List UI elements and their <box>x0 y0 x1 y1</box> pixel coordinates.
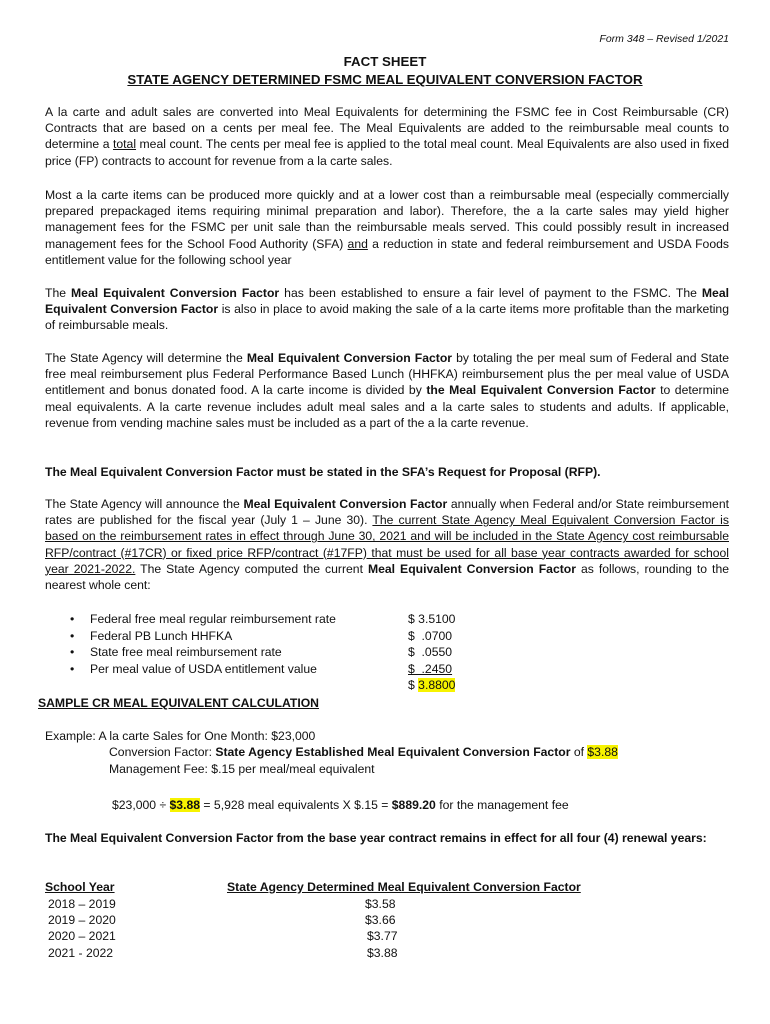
school-year: 2020 – 2021 <box>48 929 116 944</box>
rate-label: Per meal value of USDA entitlement value <box>90 661 317 676</box>
school-year: 2019 – 2020 <box>48 913 116 928</box>
conversion-factor: $3.77 <box>367 929 398 944</box>
example-sales-line: Example: A la carte Sales for One Month: $23,000 <box>45 729 316 743</box>
conversion-factor: $3.66 <box>365 913 396 928</box>
rate-item <box>70 611 470 628</box>
rate-item <box>70 644 470 661</box>
paragraph-a-la-carte: Most a la carte items can be produced more quickly and at a lower cost than a reimbursable meal (especially commercially prepared prepackaged items requiring minimal preparation and labor). Therefore, the a la carte sales may yield higher management fees for the FSMC per unit sale than the reimbursable meals served. This could possibly result in increased management fees for the School Food Authority (SFA) and a reduction in state and federal reimbursement and USDA Foods entitlement value for the following school year <box>45 188 729 267</box>
example-management-fee: Management Fee: $.15 per meal/meal equivalent <box>109 762 375 776</box>
factor-column-header: State Agency Determined Meal Equivalent Conversion Factor <box>227 880 581 894</box>
example-conversion-factor: Conversion Factor: State Agency Established Meal Equivalent Conversion Factor of $3.88 <box>109 745 618 759</box>
rate-value: $ .0550 <box>408 645 453 659</box>
example-calculation: $23,000 ÷ $3.88 = 5,928 meal equivalents X $.15 = $889.20 for the management fee <box>112 798 569 812</box>
bullet: • <box>70 645 75 659</box>
rate-label: Federal free meal regular reimbursement rate <box>90 612 336 626</box>
bullet: • <box>70 661 75 676</box>
sample-calculation-heading: SAMPLE CR MEAL EQUIVALENT CALCULATION <box>38 696 319 710</box>
school-year-list <box>48 896 116 961</box>
rate-list <box>70 611 470 694</box>
rate-label: Federal PB Lunch HHFKA <box>90 628 233 643</box>
school-year: 2018 – 2019 <box>48 897 116 911</box>
conversion-factor: $3.58 <box>365 897 396 911</box>
paragraph-renewal: The Meal Equivalent Conversion Factor from the base year contract remains in effect for all four (4) renewal years: <box>45 831 707 845</box>
rate-total-row <box>70 677 470 694</box>
rate-item <box>70 661 470 678</box>
paragraph-rfp-requirement: The Meal Equivalent Conversion Factor must be stated in the SFA’s Request for Proposal (RFP). <box>45 465 601 479</box>
paragraph-announcement: The State Agency will announce the Meal Equivalent Conversion Factor annually when Federal and/or State reimbursement rates are published for the fiscal year (July 1 – June 30). The current State Agency Meal Equivalent Conversion Factor is based on the reimbursement rates in effect through June 30, 2021 and will be included in the State Agency cost reimbursable RFP/contract (#17CR) or fixed price RFP/contract (#17FP) that must be used for all base year contracts awarded for school year 2021-2022. The State Agency computed the current Meal Equivalent Conversion Factor as follows, rounding to the nearest whole cent: <box>45 497 729 593</box>
rate-label: State free meal reimbursement rate <box>90 645 282 659</box>
paragraph-determination: The State Agency will determine the Meal Equivalent Conversion Factor by totaling the per meal sum of Federal and State free meal reimbursement plus Federal Performance Based Lunch (HHFKA) reimbursement plus the per meal value of USDA entitlement and bonus donated food. A la carte income is divided by the Meal Equivalent Conversion Factor to determine meal equivalents. A la carte revenue includes adult meal sales and a la carte sales to students and adults. If applicable, revenue from vending machine sales must be included as a part of the a la carte revenue. <box>45 351 730 430</box>
rate-value: $ 3.5100 <box>408 612 456 626</box>
document-subtitle: STATE AGENCY DETERMINED FSMC MEAL EQUIVALENT CONVERSION FACTOR <box>127 72 643 87</box>
school-year: 2021 - 2022 <box>48 945 114 960</box>
bullet: • <box>70 628 75 643</box>
paragraph-intro: A la carte and adult sales are converted into Meal Equivalents for determining the FSMC fee in Cost Reimbursable (CR) Contracts that are based on a cents per meal fee. The Meal Equivalents are added to the reimbursable meal counts to determine a total meal count. The cents per meal fee is applied to the total meal count. Meal Equivalents are also used in fixed price (FP) contracts to account for revenue from a la carte sales. <box>45 105 729 168</box>
rate-value: $ .2450 <box>408 661 453 676</box>
rate-value: $ .0700 <box>408 628 453 643</box>
bullet: • <box>70 612 75 626</box>
school-year-column-header: School Year <box>45 880 115 894</box>
rate-item <box>70 628 470 645</box>
rate-total: $ 3.8800 <box>408 678 456 692</box>
document-title: FACT SHEET <box>343 54 427 69</box>
paragraph-purpose: The Meal Equivalent Conversion Factor has been established to ensure a fair level of payment to the FSMC. The Meal Equivalent Conversion Factor is also in place to avoid making the sale of a la carte items more profitable than the marketing of reimbursable meals. <box>45 286 730 333</box>
form-id: Form 348 – Revised 1/2021 <box>599 33 729 45</box>
factor-list <box>365 896 398 961</box>
conversion-factor: $3.88 <box>367 945 398 960</box>
